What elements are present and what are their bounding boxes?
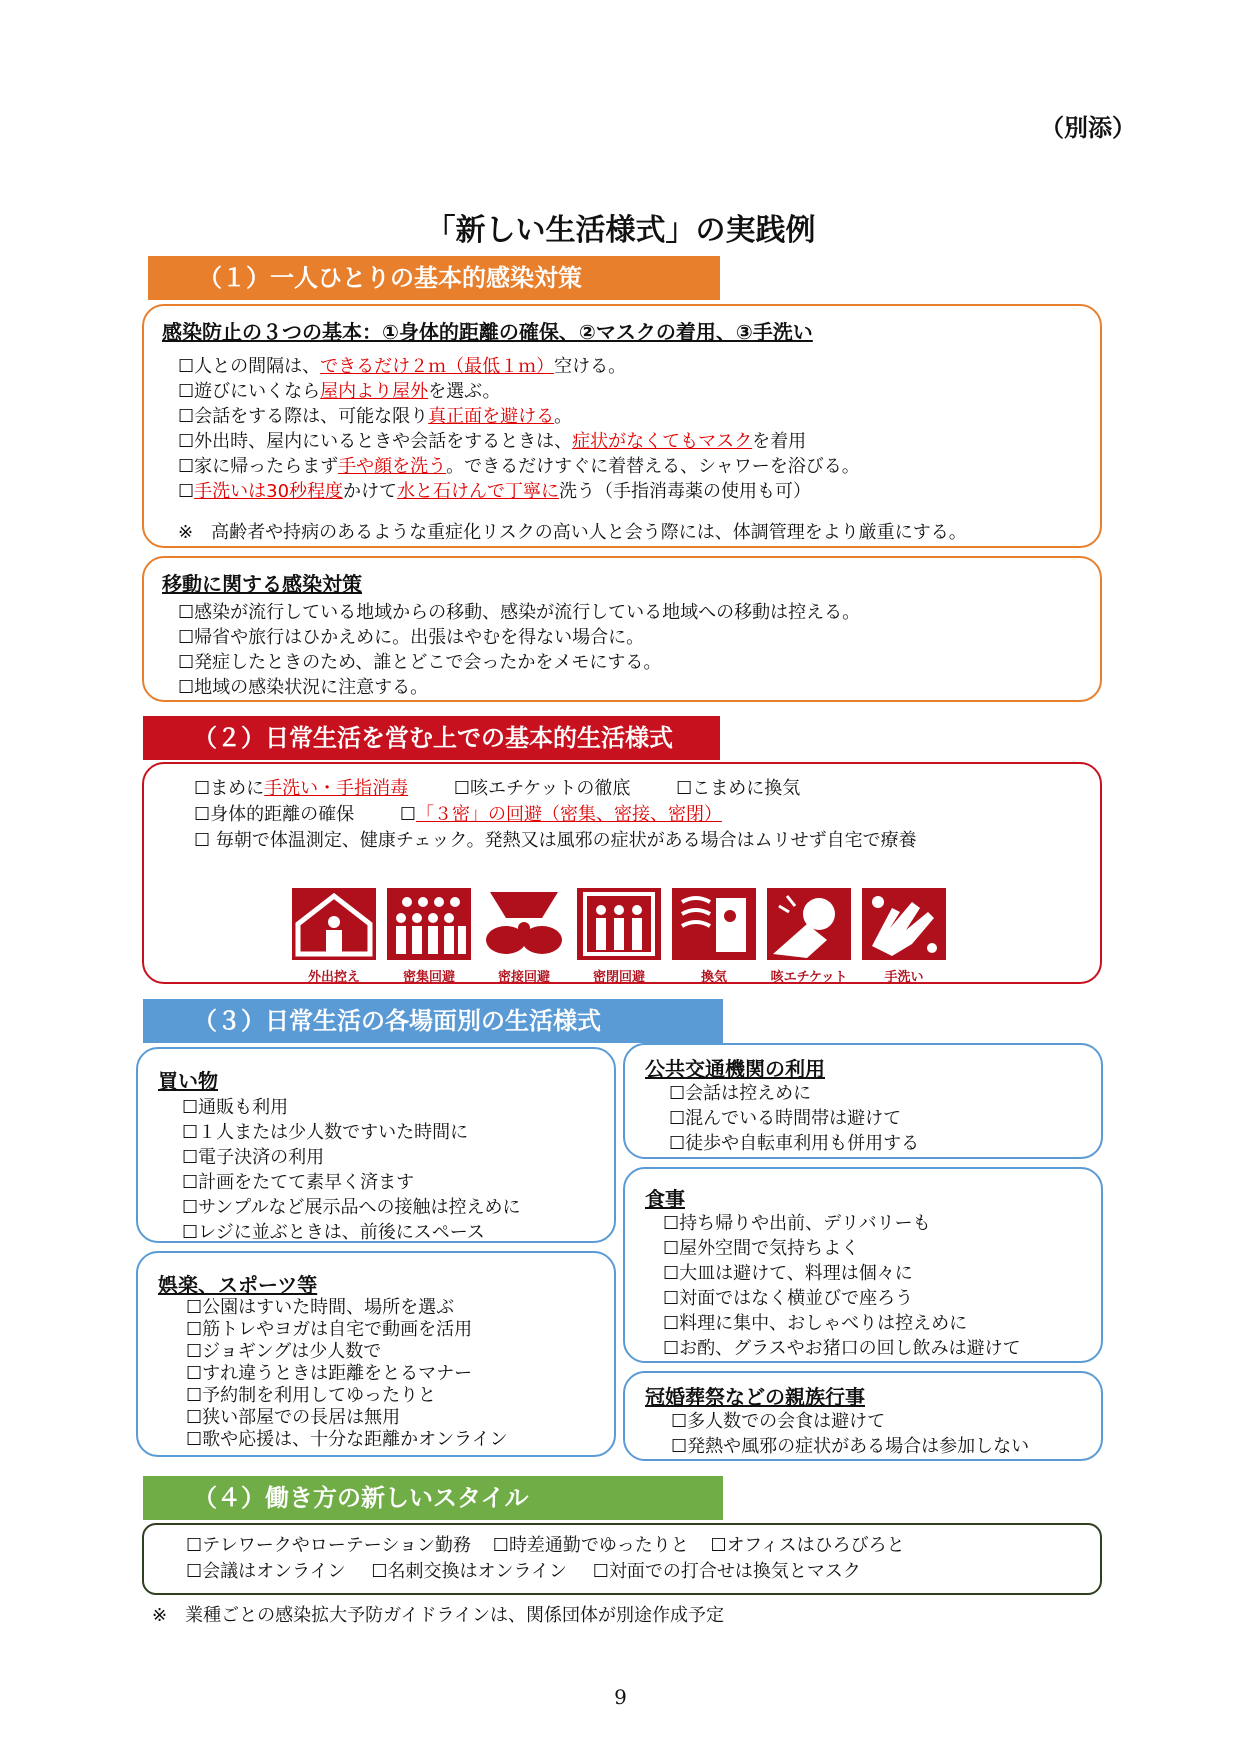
leisure-item: ☐ 筋トレやヨガは自宅で動画を活用: [186, 1319, 508, 1341]
basic-item: ☐ 会話をする際は、可能な限り真正面を避ける。: [178, 404, 860, 429]
workstyle-item: ☐ オフィスはひろびろと: [711, 1535, 905, 1556]
transit-heading: 公共交通機関の利用: [645, 1057, 825, 1081]
workstyle-box: [142, 1523, 1102, 1595]
basic-item: ☐ 手洗いは30秒程度かけて水と石けんで丁寧に洗う（手指消毒薬の使用も可）: [178, 479, 860, 504]
shopping-item: ☐ サンプルなど展示品への接触は控えめに: [182, 1195, 521, 1220]
workstyle-item: ☐ テレワークやローテーション勤務: [186, 1535, 471, 1556]
meals-box: [623, 1167, 1103, 1363]
leisure-item: ☐ 狭い部屋での長居は無用: [186, 1407, 508, 1429]
basic-item: ☐ 人との間隔は、できるだけ２ｍ（最低１ｍ）空ける。: [178, 354, 860, 379]
ceremony-list: [671, 1409, 1029, 1459]
shopping-heading: 買い物: [158, 1069, 218, 1093]
basic-item: ☐ 遊びにいくなら屋内より屋外を選ぶ。: [178, 379, 860, 404]
travel-heading: 移動に関する感染対策: [162, 572, 362, 596]
house-person-icon: [292, 888, 376, 960]
transit-item: ☐ 混んでいる時間帯は避けて: [669, 1106, 919, 1131]
meals-list: [663, 1211, 1021, 1361]
crowd-icon: [387, 888, 471, 960]
meals-item: ☐ 対面ではなく横並びで座ろう: [663, 1286, 1021, 1311]
leisure-item: ☐ 歌や応援は、十分な距離かオンライン: [186, 1429, 508, 1451]
transit-item: ☐ 徒歩や自転車利用も併用する: [669, 1131, 919, 1156]
ceremony-item: ☐ 発熱や風邪の症状がある場合は参加しない: [671, 1434, 1029, 1459]
leisure-box: [136, 1251, 616, 1457]
daily-row-1: [194, 776, 800, 801]
close-contact-icon: [482, 888, 566, 960]
transit-box: [623, 1043, 1103, 1159]
meals-item: ☐ 屋外空間で気持ちよく: [663, 1236, 1021, 1261]
pictogram: 密閉回避: [577, 888, 661, 988]
daily-item: ☐ まめに手洗い・手指消毒: [194, 778, 408, 799]
travel-item: ☐ 発症したときのため、誰とどこで会ったかをメモにする。: [178, 650, 860, 675]
leisure-heading: 娯楽、スポーツ等: [158, 1273, 318, 1297]
daily-row-3: ☐ 毎朝で体温測定、健康チェック。発熱又は風邪の症状がある場合はムリせず自宅で療養: [194, 828, 917, 853]
pictogram: 手洗い: [862, 888, 946, 988]
ceremony-item: ☐ 多人数での会食は避けて: [671, 1409, 1029, 1434]
leisure-item: ☐ 公園はすいた時間、場所を選ぶ: [186, 1297, 508, 1319]
workstyle-row-1: [186, 1533, 905, 1558]
daily-item: ☐ 咳エチケットの徹底: [454, 778, 631, 799]
travel-item: ☐ 地域の感染状況に注意する。: [178, 675, 860, 700]
meals-item: ☐ 持ち帰りや出前、デリバリーも: [663, 1211, 1021, 1236]
pictogram: 換気: [672, 888, 756, 988]
pictogram-row: [292, 888, 952, 988]
shopping-box: [136, 1047, 616, 1243]
workstyle-item: ☐ 会議はオンライン: [186, 1561, 346, 1582]
travel-box: [142, 556, 1102, 702]
shopping-list: [182, 1095, 521, 1245]
ceremony-box: [623, 1371, 1103, 1461]
ventilation-icon: [672, 888, 756, 960]
basic-item: ☐ 家に帰ったらまず手や顔を洗う。できるだけすぐに着替える、シャワーを浴びる。: [178, 454, 860, 479]
basic-item: ☐ 外出時、屋内にいるときや会話をするときは、症状がなくてもマスクを着用: [178, 429, 860, 454]
section3-band: （３）日常生活の各場面別の生活様式: [143, 999, 723, 1043]
meals-item: ☐ お酌、グラスやお猪口の回し飲みは避けて: [663, 1336, 1021, 1361]
ceremony-heading: 冠婚葬祭などの親族行事: [645, 1385, 865, 1409]
daily-item: ☐ 「３密」の回避（密集、密接、密閉）: [400, 804, 722, 825]
leisure-item: ☐ すれ違うときは距離をとるマナー: [186, 1363, 508, 1385]
travel-list: [178, 600, 860, 700]
section2-band: （２）日常生活を営む上での基本的生活様式: [143, 716, 720, 760]
pictogram: 密接回避: [482, 888, 566, 988]
pictogram: 外出控え: [292, 888, 376, 988]
leisure-item: ☐ 予約制を利用してゆったりと: [186, 1385, 508, 1407]
pictogram: 咳エチケット: [767, 888, 851, 988]
travel-item: ☐ 帰省や旅行はひかえめに。出張はやむを得ない場合に。: [178, 625, 860, 650]
daily-item: ☐ 身体的距離の確保: [194, 804, 354, 825]
shopping-item: ☐ レジに並ぶときは、前後にスペース: [182, 1220, 521, 1245]
closed-room-icon: [577, 888, 661, 960]
workstyle-row-2: [186, 1559, 861, 1584]
daily-item: ☐ こまめに換気: [676, 778, 800, 799]
shopping-item: ☐ 通販も利用: [182, 1095, 521, 1120]
workstyle-item: ☐ 対面での打合せは換気とマスク: [593, 1561, 861, 1582]
handwash-icon: [862, 888, 946, 960]
page-title: 「新しい生活様式」の実践例: [425, 213, 816, 248]
travel-item: ☐ 感染が流行している地域からの移動、感染が流行している地域への移動は控える。: [178, 600, 860, 625]
shopping-item: ☐ 電子決済の利用: [182, 1145, 521, 1170]
pictogram: 密集回避: [387, 888, 471, 988]
section1-band: （１）一人ひとりの基本的感染対策: [148, 256, 720, 300]
cough-etiquette-icon: [767, 888, 851, 960]
transit-item: ☐ 会話は控えめに: [669, 1081, 919, 1106]
shopping-item: ☐ １人または少人数ですいた時間に: [182, 1120, 521, 1145]
attachment-label: （別添）: [1040, 114, 1136, 142]
workstyle-item: ☐ 時差通勤でゆったりと: [493, 1535, 689, 1556]
meals-item: ☐ 大皿は避けて、料理は個々に: [663, 1261, 1021, 1286]
leisure-item: ☐ ジョギングは少人数で: [186, 1341, 508, 1363]
meals-item: ☐ 料理に集中、おしゃべりは控えめに: [663, 1311, 1021, 1336]
section4-band: （４）働き方の新しいスタイル: [143, 1476, 723, 1520]
page-number: 9: [614, 1685, 627, 1709]
shopping-item: ☐ 計画をたてて素早く済ます: [182, 1170, 521, 1195]
basic-list: [178, 354, 860, 504]
basic-note: ※ 高齢者や持病のあるような重症化リスクの高い人と会う際には、体調管理をより厳重にする。: [178, 522, 967, 543]
leisure-list: [186, 1297, 508, 1451]
footnote: ※ 業種ごとの感染拡大予防ガイドラインは、関係団体が別途作成予定: [152, 1605, 724, 1626]
basic-heading: 感染防止の３つの基本：①身体的距離の確保、②マスクの着用、③手洗い: [162, 320, 813, 344]
daily-row-2: [194, 802, 722, 827]
workstyle-item: ☐ 名刺交換はオンライン: [371, 1561, 567, 1582]
basic-infection-box: [142, 304, 1102, 548]
transit-list: [669, 1081, 919, 1156]
meals-heading: 食事: [645, 1187, 685, 1211]
